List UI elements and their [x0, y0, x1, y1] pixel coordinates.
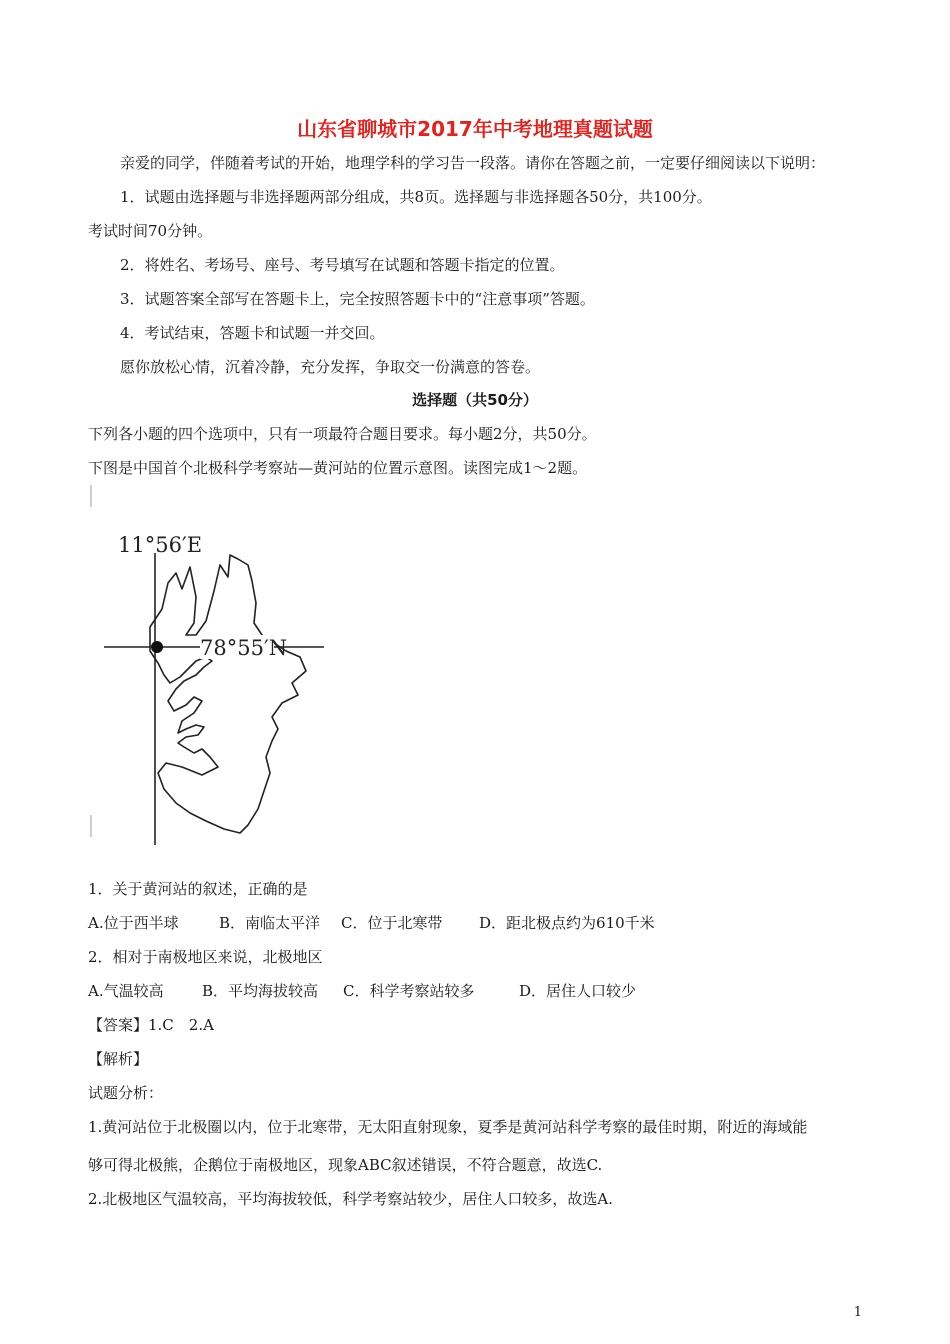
question-2-options: [88, 981, 636, 1001]
answer-line: 【答案】1.C 2.A: [88, 1016, 214, 1034]
q1-option-d: D．距北极点约为610千米: [479, 914, 655, 932]
latitude-label: 78°55′N: [200, 636, 288, 660]
analysis-1-line-2: 够可得北极熊，企鹅位于南极地区，现象ABC叙述错误，不符合题意，故选C.: [88, 1156, 603, 1174]
q1-option-c: C．位于北寒带: [341, 914, 443, 932]
section-title: 选择题（共50分）: [412, 391, 538, 409]
rule-1-line-2: 考试时间70分钟。: [88, 222, 213, 240]
q1-option-a: A.位于西半球: [88, 914, 179, 932]
rule-2: 2．将姓名、考场号、座号、考号填写在试题和答题卡指定的位置。: [120, 256, 565, 274]
figure-intro: 下图是中国首个北极科学考察站—黄河站的位置示意图。读图完成1～2题。: [88, 459, 588, 477]
rule-4: 4．考试结束，答题卡和试题一并交回。: [120, 324, 385, 342]
question-2-stem: 2．相对于南极地区来说，北极地区: [88, 948, 323, 966]
analysis-1-line-1: 1.黄河站位于北极圈以内，位于北寒带，无太阳直射现象，夏季是黄河站科学考察的最佳时期，附近的海域能: [88, 1118, 808, 1136]
question-1-stem: 1．关于黄河站的叙述，正确的是: [88, 880, 308, 898]
q1-option-b: B．南临太平洋: [219, 914, 321, 932]
huanghe-station-marker: [151, 641, 163, 653]
analysis-label: 试题分析：: [88, 1084, 164, 1102]
rule-3: 3．试题答案全部写在答题卡上，完全按照答题卡中的“注意事项”答题。: [120, 290, 595, 308]
rule-1-line-1: 1．试题由选择题与非选择题两部分组成，共8页。选择题与非选择题各50分，共100分。: [120, 188, 712, 206]
section-description: 下列各小题的四个选项中，只有一项最符合题目要求。每小题2分，共50分。: [88, 425, 597, 443]
svalbard-island-outline: [150, 555, 306, 833]
q2-option-b: B．平均海拔较高: [202, 982, 319, 1000]
document-title: 山东省聊城市2017年中考地理真题试题: [297, 117, 653, 141]
q2-option-a: A.气温较高: [88, 982, 164, 1000]
longitude-label: 11°56′E: [118, 533, 203, 557]
intro-paragraph: 亲爱的同学，伴随着考试的开始，地理学科的学习告一段落。请你在答题之前，一定要仔细阅读以下说明：: [120, 154, 826, 172]
page-number: 1: [853, 1305, 862, 1320]
analysis-heading: 【解析】: [88, 1050, 149, 1068]
wish-line: 愿你放松心情，沉着冷静，充分发挥，争取交一份满意的答卷。: [120, 358, 541, 376]
question-1-options: [88, 913, 655, 933]
q2-option-c: C．科学考察站较多: [343, 982, 475, 1000]
huanghe-station-map: [88, 485, 348, 845]
q2-option-d: D．居住人口较少: [519, 982, 637, 1000]
analysis-2: 2.北极地区气温较高，平均海拔较低，科学考察站较少，居住人口较多，故选A.: [88, 1190, 613, 1208]
